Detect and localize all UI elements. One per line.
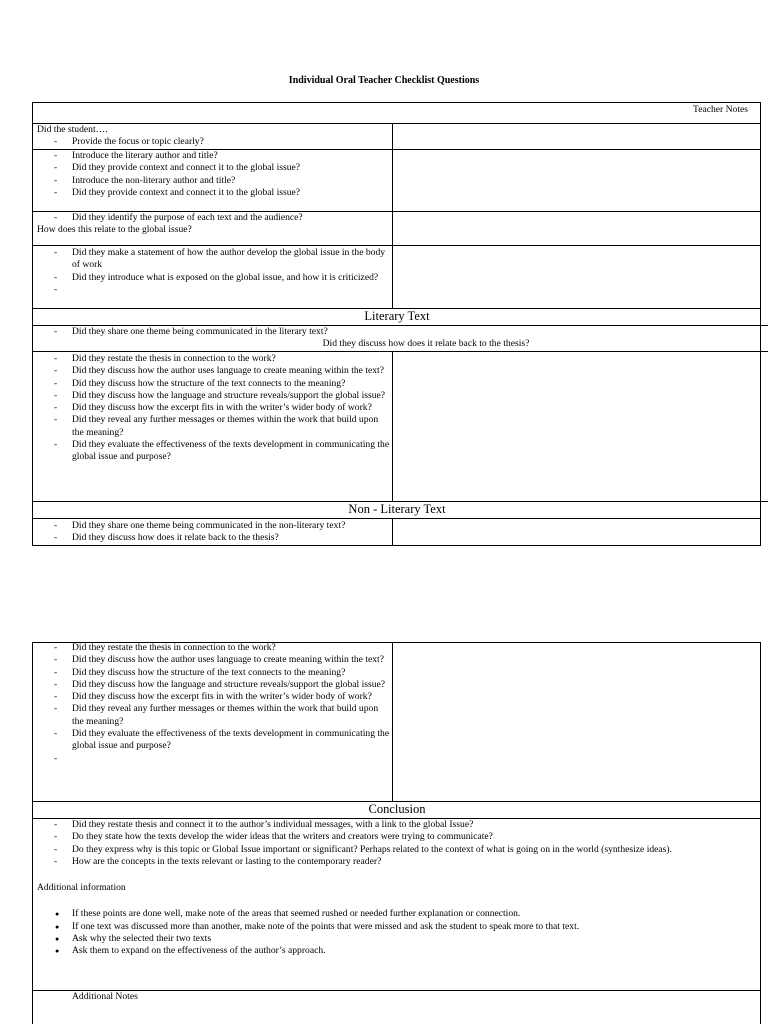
list-item: - Did they discuss how the structure of the text connects to the meaning? — [32, 667, 390, 679]
list-item: ● Ask why the selected their two texts — [32, 933, 760, 945]
page-title: Individual Oral Teacher Checklist Questions — [288, 75, 480, 86]
non-literary-theme-cell — [32, 520, 390, 545]
list-item: - Did they share one theme being communicated in the literary text? — [32, 326, 760, 338]
list-item: - Did they discuss how the excerpt fits in with the writer’s wider body of work? — [32, 402, 390, 414]
list-item: - Did they introduce what is exposed on the global issue, and how it is criticized? — [32, 272, 390, 284]
list-item: - Did they evaluate the effectiveness of the texts development in communicating the global issue and purpose? — [32, 439, 390, 464]
list-item: - Did they identify the purpose of each text and the audience? — [32, 212, 390, 224]
list-item — [32, 753, 390, 765]
list-item: - Did they provide context and connect it to the global issue? — [32, 162, 387, 174]
list-item: - Did they discuss how the structure of the text connects to the meaning? — [32, 378, 390, 390]
non-literary-heading: Non - Literary Text — [348, 502, 446, 516]
list-item: - Did they discuss how the language and structure reveals/support the global issue? — [32, 679, 390, 691]
list-item: - Did they discuss how the author uses language to create meaning within the text? — [32, 365, 390, 377]
list-item: - Did they reveal any further messages or themes within the work that build upon the meaning? — [32, 703, 390, 728]
list-item: ● If these points are done well, make note of the areas that seemed rushed or needed further explanation or connection. — [32, 908, 760, 920]
list-item: ● Ask them to expand on the effectiveness of the author’s approach. — [32, 945, 760, 957]
purpose-cell — [32, 212, 390, 237]
purpose-followup: How does this relate to the global issue? — [37, 224, 192, 236]
statement-cell — [32, 247, 390, 296]
conclusion-heading: Conclusion — [368, 802, 426, 816]
additional-notes-label: Additional Notes — [72, 991, 138, 1002]
literary-heading: Literary Text — [364, 309, 430, 323]
list-item: - Introduce the non-literary author and title? — [32, 175, 387, 187]
conclusion-cell — [32, 819, 760, 958]
list-item: - Did they restate the thesis in connection to the work? — [32, 353, 390, 365]
list-item: - Did they provide context and connect it to the global issue? — [32, 187, 387, 199]
list-item: - Did they evaluate the effectiveness of the texts development in communicating the global issue and purpose? — [32, 728, 390, 753]
list-item: - Did they discuss how the author uses language to create meaning within the text? — [32, 654, 390, 666]
list-item: - Provide the focus or topic clearly? — [32, 136, 392, 148]
non-literary-analysis-cell — [32, 642, 390, 765]
list-item: - Introduce the literary author and title? — [32, 150, 387, 162]
literary-thesis-line: Did they discuss how does it relate back to the thesis? — [322, 338, 530, 350]
intro-lead: Did the student…. — [37, 124, 108, 135]
teacher-notes-header: Teacher Notes — [693, 104, 748, 115]
list-item: - Did they discuss how the language and structure reveals/support the global issue? — [32, 390, 390, 402]
literary-theme-cell — [32, 326, 760, 351]
list-item: ● If one text was discussed more than another, make note of the points that were missed and ask the student to speak more to that text. — [32, 921, 760, 933]
list-item — [32, 284, 390, 296]
list-item: - Did they restate thesis and connect it to the author’s individual messages, with a link to the global Issue? — [32, 819, 760, 831]
additional-info-label: Additional information — [37, 882, 126, 894]
list-item: - Do they express why is this topic or Global Issue important or significant? Perhaps related to the context of what is going on in the world (synthesize ideas). — [32, 844, 760, 856]
list-item: - Do they state how the texts develop the wider ideas that the writers and creators were trying to communicate? — [32, 831, 760, 843]
list-item: - Did they discuss how does it relate back to the thesis? — [32, 532, 390, 544]
context-cell — [32, 150, 387, 199]
list-item: - Did they make a statement of how the author develop the global issue in the body of work — [32, 247, 390, 272]
literary-analysis-cell — [32, 353, 390, 464]
list-item: - Did they share one theme being communicated in the non-literary text? — [32, 520, 390, 532]
list-item: - Did they discuss how the excerpt fits in with the writer’s wider body of work? — [32, 691, 390, 703]
list-item: - Did they restate the thesis in connection to the work? — [32, 642, 390, 654]
list-item: - How are the concepts in the texts relevant or lasting to the contemporary reader? — [32, 856, 760, 868]
intro-cell — [37, 124, 392, 149]
list-item: - Did they reveal any further messages or themes within the work that build upon the meaning? — [32, 414, 390, 439]
